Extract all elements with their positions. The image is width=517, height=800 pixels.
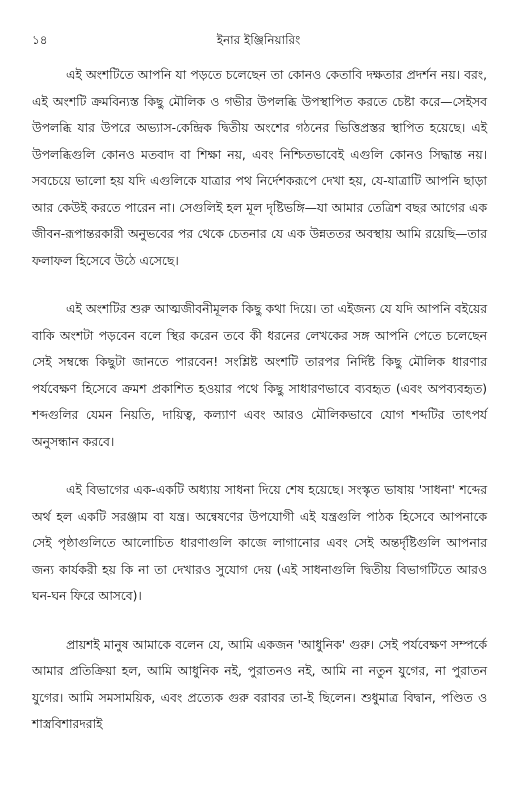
page-number: ১৪ (32, 33, 48, 47)
paragraph: প্রায়শই মানুষ আমাকে বলেন যে, আমি একজন 'আধুনিক' গুরু। সেই পর্যবেক্ষণ সম্পর্কে আমার প্রতিক্রিয়া হল, আমি আধুনিক নই, পুরাতনও নই, আমি না নতুন যুগের, না পুরাতন যুগের। আমি সমসাময়িক, এবং প্রত্যেক গুরু বরাবর তা-ই ছিলেন। শুধুমাত্র বিদ্বান, পণ্ডিত ও শাস্ত্রবিশারদরাই (32, 637, 487, 731)
paragraph: এই অংশটিতে আপনি যা পড়তে চলেছেন তা কোনও কেতাবি দক্ষতার প্রদর্শন নয়। বরং, এই অংশটি ক্রমবিন্যস্ত কিছু মৌলিক ও গভীর উপলব্ধি উপস্থাপিত করতে চেষ্টা করে—সেইসব উপলব্ধি যার উপরে অভ্যাস-কেন্দ্রিক দ্বিতীয় অংশের গঠনের ভিত্তিপ্রস্তর স্থাপিত হয়েছে। এই উপলব্ধিগুলি কোনও মতবাদ বা শিক্ষা নয়, এবং নিশ্চিতভাবেই এগুলি কোনও সিদ্ধান্ত নয়। সবচেয়ে ভালো হয় যদি এগুলিকে যাত্রার পথ নির্দেশকরূপে দেখা হয়, যে-যাত্রাটি আপনি ছাড়া আর কেউই করতে পারেন না। সেগুলিই হল মূল দৃষ্টিভঙ্গি—যা আমার তেত্রিশ বছর আগের এক জীবন-রূপান্তরকারী অনুভবের পর থেকে চেতনার যে এক উন্নততর অবস্থায় আমি রয়েছি—তার ফলাফল হিসেবে উঠে এসেছে। (32, 68, 487, 268)
paragraph: এই অংশটির শুরু আত্মজীবনীমূলক কিছু কথা দিয়ে। তা এইজন্য যে যদি আপনি বইয়ের বাকি অংশটা পড়বেন বলে স্থির করেন তবে কী ধরনের লেখকের সঙ্গ আপনি পেতে চলেছেন সেই সম্বন্ধে কিছুটা জানতে পারবেন! সংশ্লিষ্ট অংশটি তারপর নির্দিষ্ট কিছু মৌলিক ধারণার পর্যবেক্ষণ হিসেবে ক্রমশ প্রকাশিত হওয়ার পথে কিছু সাধারণভাবে ব্যবহৃত (এবং অপব্যবহৃত) শব্দগুলির যেমন নিয়তি, দায়িত্ব, কল্যাণ এবং আরও মৌলিকভাবে যোগ শব্দটির তাৎপর্য অনুসন্ধান করবে। (32, 302, 487, 449)
running-title: ইনার ইঞ্জিনিয়ারিং (216, 33, 301, 47)
page-body (32, 62, 487, 760)
page-header (32, 30, 485, 50)
paragraph: এই বিভাগের এক-একটি অধ্যায় সাধনা দিয়ে শেষ হয়েছে। সংস্কৃত ভাষায় 'সাধনা' শব্দের অর্থ হল একটি সরঞ্জাম বা যন্ত্র। অন্বেষণের উপযোগী এই যন্ত্রগুলি পাঠক হিসেবে আপনাকে সেই পৃষ্ঠাগুলিতে আলোচিত ধারণাগুলি কাজে লাগানোর এবং সেই অন্তর্দৃষ্টিগুলি আপনার জন্য কার্যকরী হয় কি না তা দেখারও সুযোগ দেয় (এই সাধনাগুলি দ্বিতীয় বিভাগটিতে আরও ঘন-ঘন ফিরে আসবে)। (32, 483, 487, 603)
